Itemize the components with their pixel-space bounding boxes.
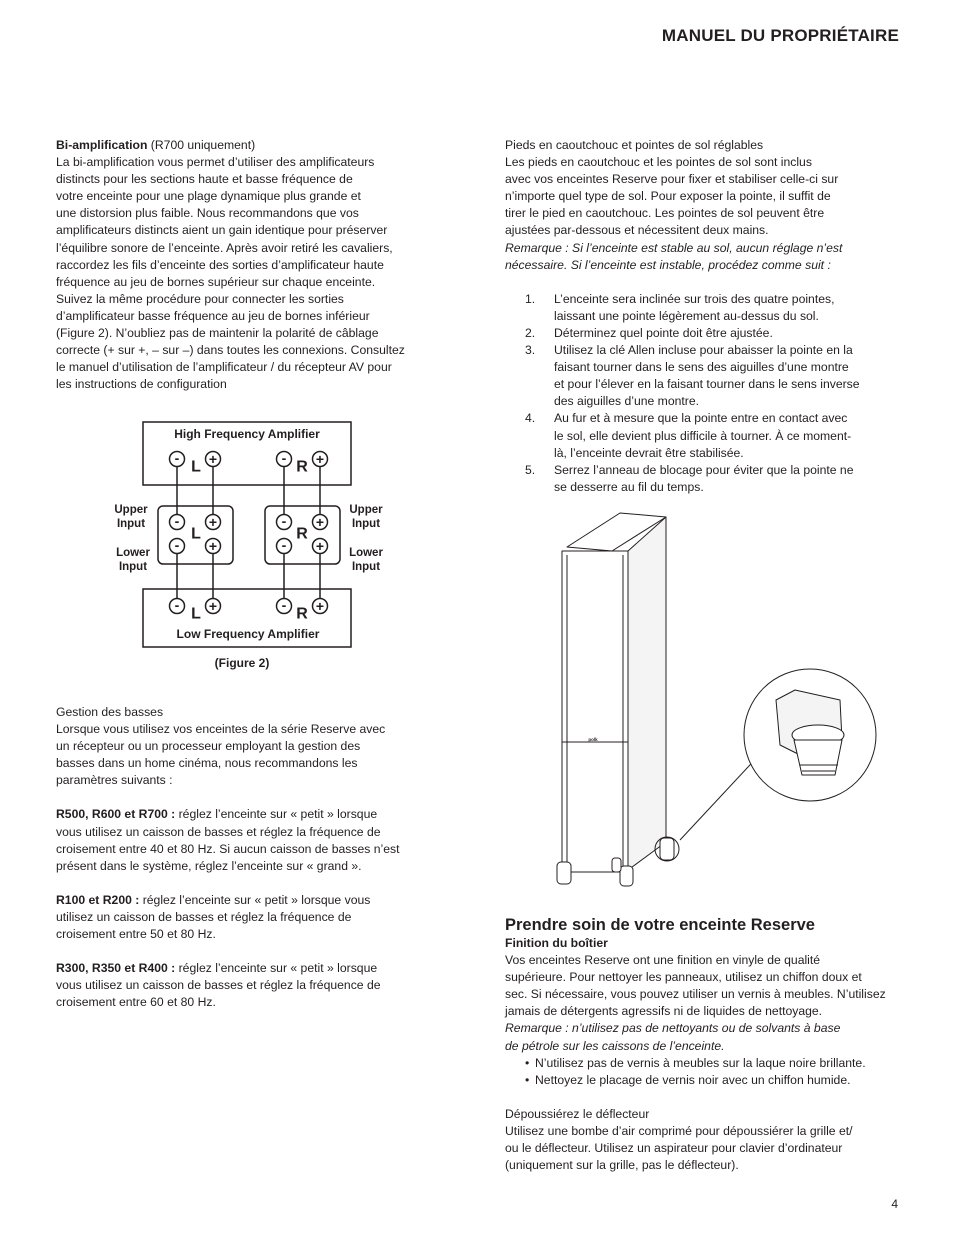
step-line: le sol, elle devient plus difficile à tourner. À ce moment- xyxy=(554,428,852,443)
care-section xyxy=(505,915,900,1174)
finish-note: de pétrole sur les caissons de l’enceinte. xyxy=(505,1038,725,1053)
lf-left-channel-label: L xyxy=(191,605,201,623)
biamp-line: d’amplificateur basse fréquence au jeu de bornes inférieur xyxy=(56,308,370,323)
detail-rubber-foot xyxy=(794,740,842,775)
bass-group-text: réglez l’enceinte sur « petit » lorsque xyxy=(175,961,378,976)
bass-model: R100 et R200 : xyxy=(56,892,140,907)
bass-group-line: croisement entre 50 et 80 Hz. xyxy=(56,927,216,942)
care-title: Prendre soin de votre enceinte Reserve xyxy=(505,916,815,934)
minus-sign: - xyxy=(281,450,287,466)
step-number: 2. xyxy=(525,325,536,340)
figure-caption: (Figure 2) xyxy=(214,656,270,670)
bass-line: un récepteur ou un processeur employant la gestion des xyxy=(56,739,361,754)
feet-note: nécessaire. Si l’enceinte est instable, procédez comme suit : xyxy=(505,257,831,272)
lower-input-left-label: Input xyxy=(118,561,148,573)
finish-title: Finition du boîtier xyxy=(505,936,608,950)
upper-input-left-label: Upper xyxy=(114,504,148,516)
biamp-heading xyxy=(56,137,451,154)
biamp-line: l’équilibre sonore de l’enceinte. Après avoir retiré les cavaliers, xyxy=(56,240,393,255)
tower-speaker-illustration xyxy=(540,505,905,900)
speaker-left-label: L xyxy=(191,525,201,543)
bass-model: R300, R350 et R400 : xyxy=(56,961,176,976)
biamp-line: raccordez les fils d’enceinte des sorties d’amplificateur haute xyxy=(56,257,384,272)
list-item xyxy=(505,342,900,410)
biamp-line: les instructions de configuration xyxy=(56,377,227,392)
step-line: faisant tourner dans le sens des aiguilles d’une montre xyxy=(554,360,849,375)
page-number: 4 xyxy=(891,1197,898,1211)
plus-sign: + xyxy=(208,538,218,554)
biamp-section xyxy=(56,137,451,393)
step-line: Au fur et à mesure que la pointe entre en contact avec xyxy=(554,411,848,426)
biamp-line: correcte (+ sur +, – sur –) dans toutes les connexions. Consultez xyxy=(56,343,405,358)
step-number: 1. xyxy=(525,291,536,306)
feet-line: Les pieds en caoutchouc et les pointes de sol sont inclus xyxy=(505,155,812,170)
plus-sign: + xyxy=(208,598,218,614)
step-number: 5. xyxy=(525,462,536,477)
step-line: Utilisez la clé Allen incluse pour abaisser la pointe en la xyxy=(554,343,853,358)
biamp-line: distincts pour les sections haute et basse fréquence de xyxy=(56,172,353,187)
finish-line: jamais de détergents agressifs ni de liquides de nettoyage. xyxy=(505,1004,823,1019)
bass-model: R500, R600 et R700 : xyxy=(56,807,176,822)
speaker-foot-icon xyxy=(612,858,621,872)
plus-sign: + xyxy=(315,598,325,614)
biamp-line: fréquence au jeu de bornes supérieur sur chaque enceinte. xyxy=(56,274,376,289)
bass-group-line xyxy=(56,806,451,823)
finish-line: sec. Si nécessaire, vous pouvez utiliser un vernis à meubles. N’utilisez xyxy=(505,987,886,1002)
step-number: 3. xyxy=(525,343,536,358)
biamp-line: une distorsion plus faible. Nous recommandons que vos xyxy=(56,206,359,221)
minus-sign: - xyxy=(281,513,287,529)
plus-sign: + xyxy=(208,514,218,530)
lower-input-left-label: Lower xyxy=(116,547,150,559)
high-frequency-amplifier-label: High Frequency Amplifier xyxy=(174,427,320,441)
header-title: MANUEL DU PROPRIÉTAIRE xyxy=(661,26,899,45)
list-item: • Nettoyez le placage de vernis noir avec un chiffon humide. xyxy=(525,1072,851,1087)
feet-title: Pieds en caoutchouc et pointes de sol réglables xyxy=(505,138,764,152)
speaker-side-panel xyxy=(628,517,666,870)
lower-input-right-label: Input xyxy=(351,561,381,573)
minus-sign: - xyxy=(174,513,180,529)
figure-2-wiring-diagram xyxy=(100,415,400,675)
minus-sign: - xyxy=(281,597,287,613)
minus-sign: - xyxy=(174,450,180,466)
minus-sign: - xyxy=(281,537,287,553)
bass-title: Gestion des basses xyxy=(56,705,164,719)
bass-line: paramètres suivants : xyxy=(56,773,173,788)
bass-group-line: croisement entre 40 et 80 Hz. Si aucun caisson de basses n’est xyxy=(56,841,400,856)
biamp-line: votre enceinte pour une plage dynamique plus grande et xyxy=(56,189,361,204)
minus-sign: - xyxy=(174,597,180,613)
step-line: Serrez l’anneau de blocage pour éviter que la pointe ne xyxy=(554,462,854,477)
biamp-line: (Figure 2). N’oubliez pas de maintenir la polarité de câblage xyxy=(56,326,379,341)
speaker-foot-icon xyxy=(557,862,571,884)
bass-group-line: utilisez un caisson de basses et réglez la fréquence de xyxy=(56,909,352,924)
hf-left-channel-label: L xyxy=(191,458,201,476)
plus-sign: + xyxy=(208,451,218,467)
bass-group-text: réglez l’enceinte sur « petit » lorsque xyxy=(175,807,378,822)
bass-group-text: réglez l’enceinte sur « petit » lorsque vous xyxy=(139,892,371,907)
bass-line: Lorsque vous utilisez vos enceintes de la série Reserve avec xyxy=(56,722,386,737)
bass-group-line xyxy=(56,892,451,909)
biamp-title: Bi-amplification xyxy=(56,138,148,152)
biamp-subtitle: (R700 uniquement) xyxy=(147,138,256,152)
care-bullet-list xyxy=(505,1055,900,1089)
bass-group-line: vous utilisez un caisson de basses et réglez la fréquence de xyxy=(56,978,381,993)
dust-title: Dépoussiérez le déflecteur xyxy=(505,1106,650,1121)
feet-line: avec vos enceintes Reserve pour fixer et stabiliser celle-ci sur xyxy=(505,172,839,187)
bass-group-line: croisement entre 60 et 80 Hz. xyxy=(56,995,216,1010)
step-line: se desserre au fil du temps. xyxy=(554,479,704,494)
speaker-foot-icon xyxy=(660,838,674,860)
biamp-line: amplificateurs distincts aient un gain identique pour préserver xyxy=(56,223,388,238)
bass-group-line: vous utilisez un caisson de basses et réglez la fréquence de xyxy=(56,824,381,839)
list-item xyxy=(505,325,900,342)
upper-input-right-label: Input xyxy=(351,518,381,530)
bass-line: basses dans un home cinéma, nous recommandons les xyxy=(56,756,358,771)
lower-input-right-label: Lower xyxy=(349,547,383,559)
speaker-right-label: R xyxy=(296,525,308,543)
step-line: L’enceinte sera inclinée sur trois des quatre pointes, xyxy=(554,291,835,306)
bullet-text: N’utilisez pas de vernis à meubles sur la laque noire brillante. xyxy=(535,1055,866,1070)
biamp-line: La bi-amplification vous permet d’utiliser des amplificateurs xyxy=(56,155,375,170)
step-line: là, l’enceinte devrait être stabilisée. xyxy=(554,445,744,460)
list-item: • N’utilisez pas de vernis à meubles sur la laque noire brillante. xyxy=(525,1055,866,1070)
lf-right-channel-label: R xyxy=(296,605,308,623)
hf-right-channel-label: R xyxy=(296,458,308,476)
feet-line: tirer le pied en caoutchouc. Les pointes de sol peuvent être xyxy=(505,206,825,221)
step-line: et pour l’élever en la faisant tourner dans le sens inverse xyxy=(554,377,860,392)
speaker-front-panel xyxy=(562,551,628,872)
list-item xyxy=(505,291,900,325)
finish-line: supérieure. Pour nettoyer les panneaux, utilisez un chiffon doux et xyxy=(505,970,862,985)
upper-input-left-label: Input xyxy=(116,518,146,530)
feet-section xyxy=(505,137,900,496)
step-line: Déterminez quel pointe doit être ajustée. xyxy=(554,325,773,340)
plus-sign: + xyxy=(315,538,325,554)
speaker-foot-icon xyxy=(620,866,633,886)
adjustment-steps-list xyxy=(505,291,900,496)
dust-line: (uniquement sur la grille, pas le déflecteur). xyxy=(505,1158,739,1173)
finish-note: Remarque : n’utilisez pas de nettoyants ou de solvants à base xyxy=(505,1021,841,1036)
bullet-text: Nettoyez le placage de vernis noir avec un chiffon humide. xyxy=(535,1072,851,1087)
dust-line: ou le déflecteur. Utilisez un aspirateur pour clavier d’ordinateur xyxy=(505,1141,843,1156)
list-item xyxy=(505,410,900,461)
dust-line: Utilisez une bombe d’air comprimé pour dépoussiérer la grille et/ xyxy=(505,1123,853,1138)
bass-management-section xyxy=(56,704,451,1011)
list-item xyxy=(505,462,900,496)
biamp-line: le manuel d’utilisation de l’amplificateur / du récepteur AV pour xyxy=(56,360,392,375)
feet-note: Remarque : Si l’enceinte est stable au sol, aucun réglage n’est xyxy=(505,240,843,255)
minus-sign: - xyxy=(174,537,180,553)
step-line: des aiguilles d’une montre. xyxy=(554,394,699,409)
feet-line: ajustées par-dessous et nécessitent deux mains. xyxy=(505,223,769,238)
step-number: 4. xyxy=(525,411,536,426)
upper-input-right-label: Upper xyxy=(349,504,383,516)
step-line: laissant une pointe légèrement au-dessus du sol. xyxy=(554,308,819,323)
bass-group-line xyxy=(56,960,451,977)
low-frequency-amplifier-label: Low Frequency Amplifier xyxy=(176,627,320,641)
callout-leader-line xyxy=(680,752,762,840)
feet-line: n’importe quel type de sol. Pour exposer la pointe, il suffit de xyxy=(505,189,831,204)
plus-sign: + xyxy=(315,514,325,530)
biamp-line: Suivez la même procédure pour connecter les sorties xyxy=(56,291,344,306)
speaker-brand-logo: polk xyxy=(588,737,598,742)
finish-line: Vos enceintes Reserve ont une finition en vinyle de qualité xyxy=(505,953,821,968)
bass-group-line: présent dans le système, réglez l’enceinte sur « grand ». xyxy=(56,858,362,873)
plus-sign: + xyxy=(315,451,325,467)
